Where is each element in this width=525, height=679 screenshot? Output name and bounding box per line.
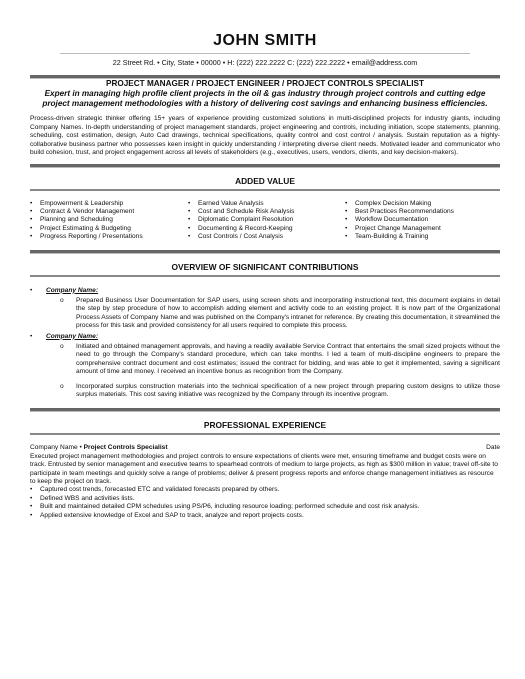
contact-line: 22 Street Rd. • City, State • 00000 • H: (222) 222.2222 C: (222) 222.2222 • email@address.com <box>112 58 418 67</box>
bullet-icon: • <box>30 286 33 294</box>
name-divider <box>60 53 470 54</box>
contribution-text: Initiated and obtained management approvals, and having a readily available Service Contract that entertains the small sized projects without the need to go through the Company's standard procedure, which can take months. I led a team of multi-discipline engineers to prepare the comprehensive contract document and cost estimates; issued the contract for bidding, and was able to get it implemented, saving a significant amount of time and money. I received an incentive bonus as recognition from the Company. <box>76 342 500 376</box>
separator: • <box>77 444 84 452</box>
company-label: Company Name: <box>46 286 99 294</box>
job-role: Project Controls Specialist <box>83 444 168 452</box>
summary-rule <box>30 164 500 168</box>
skill-item: • Team-Building & Training <box>345 233 500 241</box>
job-header <box>30 444 500 452</box>
skill-item: • Workflow Documentation <box>345 216 500 224</box>
summary-paragraph: Process-driven strategic thinker offering 15+ years of experience providing customized solutions in multi-disciplined projects for industry giants, including Company Names. In-depth understanding of project management standards, project engineering and controls, including initiation, scope statements, planning, scheduling, cost estimation, design, Auto Cad drawings, technical specifications, quality control and cost control / analysis. Sustain reputation as a highly-collaborative business partner who possesses keen insight in quickly understanding / interpreting diverse client needs. Motivated leader and communicator who build cohesion, trust, and project engagement across all levels of stakeholders (e.g., executives, users, vendors, clients, and key decision-makers). <box>30 115 500 156</box>
sub-bullet-icon: o <box>60 342 64 350</box>
added-value-heading: ADDED VALUE <box>235 175 295 186</box>
bullet-icon: • <box>30 332 33 340</box>
skill-item: • Complex Decision Making <box>345 200 500 208</box>
experience-heading: PROFESSIONAL EXPERIENCE <box>203 420 327 431</box>
contributions-rule <box>30 275 500 277</box>
skills-column-3 <box>345 200 500 242</box>
experience-rule <box>30 433 500 435</box>
job-date: Date <box>486 444 500 452</box>
employer-name: Company Name <box>30 444 78 452</box>
contributions-heading: OVERVIEW OF SIGNIFICANT CONTRIBUTIONS <box>171 261 359 272</box>
job-bullets <box>30 486 500 520</box>
skill-item: • Project Change Management <box>345 225 500 233</box>
company-entry <box>30 287 500 295</box>
contributions-bottom-rule <box>30 408 500 412</box>
contribution-item <box>60 297 500 331</box>
company-label: Company Name: <box>46 332 99 340</box>
added-value-rule <box>30 189 500 191</box>
skills-column-1 <box>30 200 188 242</box>
job-description: Executed project management methodologies and project controls to ensure expectations of clients were met, ensuring timeframe and budget costs were on track. Entrusted by senior management and executive teams to spearhead controls of medium to large projects, as high as $300 million in value; travel off-site to participate in team meetings and quickly solve a range of problems; deliver & present progress reports and enforce change management initiatives as resource to keep the project on track. <box>30 452 498 486</box>
skill-item: • Diplomatic Complaint Resolution <box>188 216 345 224</box>
skill-item: • Contract & Vendor Management <box>30 208 188 216</box>
skill-item: • Documenting & Record-Keeping <box>188 225 345 233</box>
skill-item: • Earned Value Analysis <box>188 200 345 208</box>
job-bullet: • Captured cost trends, forecasted ETC and validated forecasts prepared by others. <box>30 486 500 494</box>
candidate-name: JOHN SMITH <box>213 32 317 49</box>
sub-bullet-icon: o <box>60 296 64 304</box>
skills-grid <box>30 200 500 242</box>
company-entry <box>30 333 500 341</box>
skill-item: • Project Estimating & Budgeting <box>30 225 188 233</box>
sub-bullet-icon: o <box>60 382 64 390</box>
job-bullet: • Defined WBS and activities lists. <box>30 495 500 503</box>
contribution-text: Prepared Business User Documentation for SAP users, using screen shots and incorporating instructional text, this document explains in detail the step by step procedure of how to accomplish adding element and activity code to an existing project. It is now part of the Organizational Process Assets of Company Name and was published on the Company's intranet for reference. By creating this documentation, it streamlined the process for this task and provided consistency for all users required to complete this process. <box>76 296 500 330</box>
summary-headline: Expert in managing high profile client projects in the oil & gas industry through project controls and cutting edge project management methodologies with a history of delivering cost savings and enhancing business efficiencies. <box>42 89 488 108</box>
contributions-list <box>30 287 500 400</box>
job-title-line <box>30 444 168 452</box>
skill-item: • Best Practices Recommendations <box>345 208 500 216</box>
skill-item: • Cost and Schedule Risk Analysis <box>188 208 345 216</box>
job-bullet: • Built and maintained detailed CPM schedules using PS/P6, including resource loading; performed schedule and cost risk analysis. <box>30 503 500 511</box>
skill-item: • Cost Controls / Cost Analysis <box>188 233 345 241</box>
skill-item: • Progress Reporting / Presentations <box>30 233 188 241</box>
contribution-item <box>60 383 500 400</box>
contribution-text: Incorporated surplus construction materials into the technical specification of a new project through preparing custom designs to utilize those surplus materials. This cost saving initiative was recognized by the Company through its incentive program. <box>76 382 500 398</box>
skill-item: • Empowerment & Leadership <box>30 200 188 208</box>
skill-item: • Planning and Scheduling <box>30 216 188 224</box>
contribution-item <box>60 343 500 377</box>
job-bullet: • Applied extensive knowledge of Excel and SAP to track, analyze and report projects costs. <box>30 512 500 520</box>
resume-page <box>30 0 500 520</box>
added-value-bottom-rule <box>30 250 500 254</box>
skills-column-2 <box>188 200 345 242</box>
summary-title: PROJECT MANAGER / PROJECT ENGINEER / PROJECT CONTROLS SPECIALIST <box>106 79 424 88</box>
